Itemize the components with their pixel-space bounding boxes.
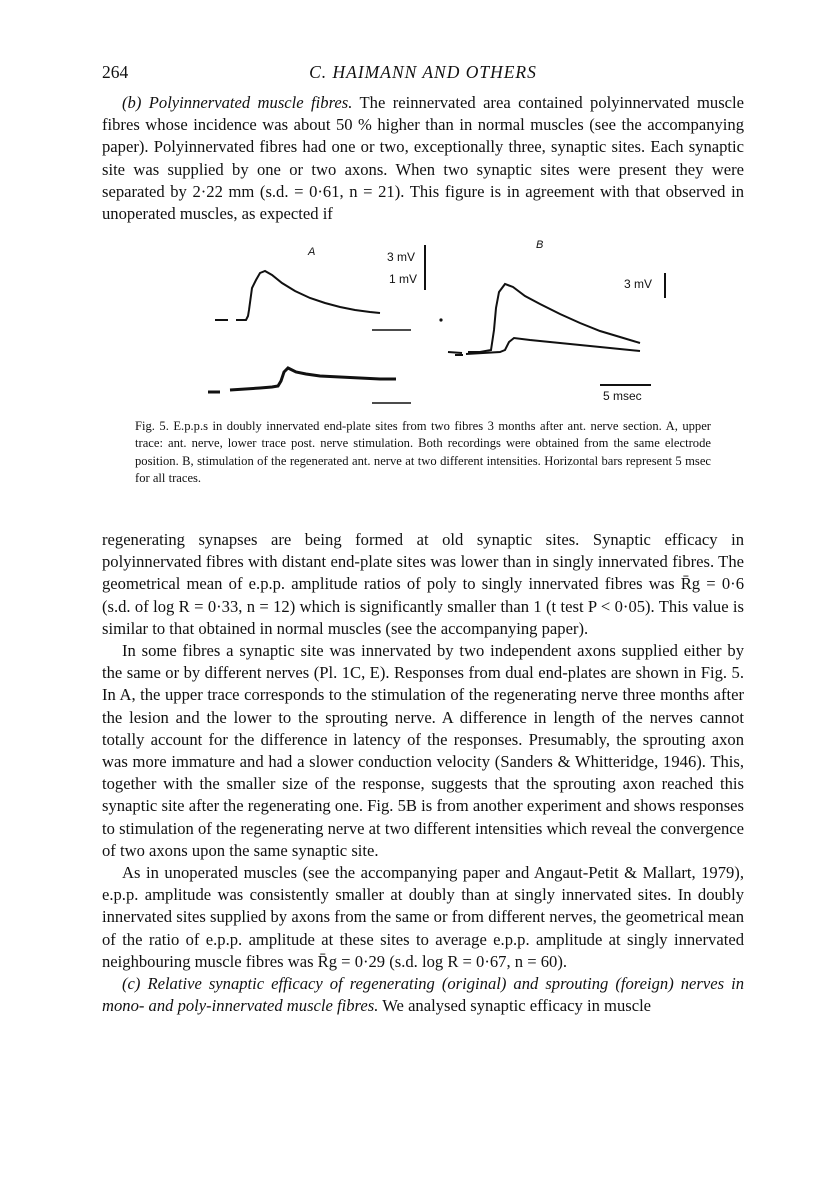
section-c-text: We analysed synaptic efficacy in muscle [382, 996, 652, 1016]
paragraph-1: regenerating synapses are being formed at old synaptic sites. Synaptic efficacy in polyinnervated fibres with distant end-plate sites was lower than in singly innervated fibres. The geometrical mean of e.p.p. amplitude ratios of poly to singly innervated fibres was R̄g = 0·6 (s.d. of log R = 0·33, n = 12) which is significantly smaller than 1 (t test P < 0·05). This value is similar to that obtained in normal muscles (see the accompanying paper). [102, 530, 744, 638]
figure-5 [200, 240, 670, 410]
time-scale-label: 5 msec [603, 389, 642, 403]
panel-b-scale: 3 mV [624, 277, 653, 291]
paragraph-2: In some fibres a synaptic site was innervated by two independent axons supplied either by the same or by different nerves (Pl. 1C, E). Responses from dual end-plates are shown in Fig. 5. In A, the upper trace corresponds to the stimulation of the regenerating nerve three months after the lesion and the lower to the sprouting nerve. A difference in length of the nerves cannot totally account for the difference in latency of the responses. Presumably, the sprouting axon was more immature and had a slower conduction velocity (Sanders & Whitteridge, 1946). This, together with the smaller size of the response, suggests that the sprouting axon reached this synaptic site after the regenerating one. Fig. 5B is from another experiment and shows responses to stimulation of the regenerating nerve at two different intensities which reveal the convergence of two axons upon the same synaptic site. [102, 641, 744, 860]
panel-a-scale-upper: 3 mV [387, 250, 416, 264]
section-b-paragraph [102, 92, 744, 225]
panel-b-marker [439, 318, 442, 321]
section-b-text: The reinnervated area contained polyinnervated muscle fibres whose incidence was about 50 % higher than in normal muscles (see the accompanying paper). Polyinnervated fibres had one or two, exceptionally three, synaptic sites. Each synaptic site was supplied by one or two axons. When two synaptic sites were present they were separated by 2·22 mm (s.d. = 0·61, n = 21). This figure is in agreement with that observed in unoperated muscles, as expected if [102, 93, 744, 224]
section-b-heading: (b) Polyinnervated muscle fibres. [122, 93, 353, 112]
section-c-heading: (c) Relative synaptic efficacy of regenerating (original) and sprouting (foreign) nerves in mono- and poly-innervated muscle fibres. [102, 974, 744, 1016]
page-header [102, 62, 744, 84]
paragraph-3: As in unoperated muscles (see the accompanying paper and Angaut-Petit & Mallart, 1979), e.p.p. amplitude was consistently smaller at doubly than at singly innervated sites. In doubly innervated sites supplied by axons from the same or from different nerves, the geometrical mean of the ratio of e.p.p. amplitude at these sites to average e.p.p. amplitude at singly innervated neighbouring muscle fibres was R̄g = 0·29 (s.d. log R = 0·67, n = 60). [102, 863, 744, 971]
panel-b-label: B [536, 240, 544, 251]
running-title: C. HAIMANN AND OTHERS [309, 62, 537, 82]
panel-a-label: A [308, 246, 316, 258]
section-c-paragraph [102, 973, 744, 1017]
panel-a-upper-trace [215, 271, 380, 320]
panel-a-scale-lower: 1 mV [389, 272, 418, 286]
panel-a-lower-trace [208, 368, 396, 392]
body-paragraphs [102, 529, 744, 1017]
panel-b-large-trace [448, 284, 640, 353]
page-number: 264 [102, 62, 129, 82]
panel-b-small-trace [455, 338, 640, 355]
figure-caption: Fig. 5. E.p.p.s in doubly innervated end-plate sites from two fibres 3 months after ant. nerve section. A, upper trace: ant. nerve, lower trace post. nerve stimulation. Both recordings were obtained from the same electrode position. B, stimulation of the regenerated ant. nerve at two different intensities. Horizontal bars represent 5 msec for all traces. [135, 419, 711, 486]
